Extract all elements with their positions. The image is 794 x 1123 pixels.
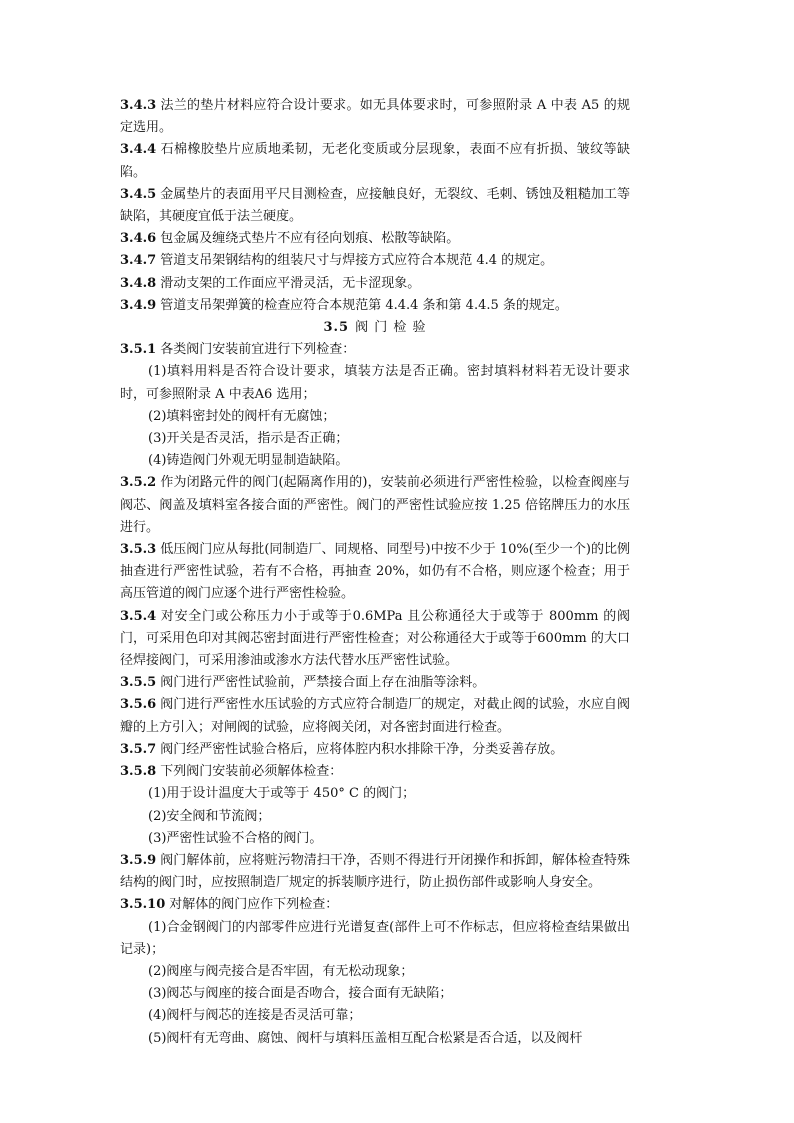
- list-item: (3)严密性试验不合格的阀门。: [148, 830, 323, 846]
- clause-text: 阀门解体前，应将赃污物清扫干净，否则不得进行开闭操作和拆卸，解体检查特殊结构的阀门时，应按照制造厂规定的拆装顺序进行，防止损伤部件或影响人身安全。: [120, 852, 630, 891]
- clause-text: 石棉橡胶垫片应质地柔韧，无老化变质或分层现象，表面不应有折损、皱纹等缺陷。: [120, 142, 630, 180]
- clause-text: 对解体的阀门应作下列检查：: [169, 897, 339, 913]
- clause-text: 对安全门或公称压力小于或等于0.6MPa 且公称通径大于或等于 800mm 的阀门，可采用色印对其阀芯密封面进行严密性检查；对公称通径大于或等于600mm 的大口径焊接阀门，可采用渗油或渗水方法代替水压严密性试验。: [120, 608, 630, 669]
- clause-text: 管道支吊架钢结构的组装尺寸与焊接方式应符合本规范 4.4 的规定。: [160, 253, 554, 269]
- clause-3-5-2: [120, 472, 630, 539]
- clause-number: 3.5.9: [120, 852, 157, 868]
- clause-number: 3.4.3: [120, 98, 157, 113]
- clause-3-5-5: [120, 672, 630, 694]
- clause-3-4-7: [120, 250, 630, 272]
- clause-number: 3.4.5: [120, 186, 157, 202]
- clause-3-5-7: [120, 739, 630, 761]
- list-item: (2)安全阀和节流阀；: [148, 808, 271, 824]
- section-number: 3.5: [323, 320, 350, 336]
- clause-number: 3.5.3: [120, 542, 157, 558]
- clause-text: 法兰的垫片材料应符合设计要求。如无具体要求时，可参照附录 A 中表 A5 的规定选用。: [120, 98, 630, 136]
- clause-text: 包金属及缠绕式垫片不应有径向划痕、松散等缺陷。: [160, 231, 460, 247]
- section-heading: [120, 317, 630, 339]
- clause-3-4-3: [120, 95, 630, 139]
- list-item: (3)开关是否灵活，指示是否正确；: [148, 431, 349, 447]
- clause-3-4-6: [120, 228, 630, 250]
- clause-text: 下列阀门安装前必须解体检查：: [160, 764, 343, 780]
- clause-number: 3.4.9: [120, 297, 157, 313]
- list-item: (2)阀座与阀壳接合是否牢固，有无松动现象；: [148, 963, 414, 979]
- clause-text: 阀门进行严密性水压试验的方式应符合制造厂的规定，对截止阀的试验，水应自阀瓣的上方引入；对闸阀的试验，应将阀关闭，对各密封面进行检查。: [120, 697, 630, 735]
- clause-3-5-1: [120, 339, 630, 361]
- clause-text: 低压阀门应从每批(同制造厂、同规格、同型号)中按不少于 10%(至少一个)的比例抽查进行严密性试验，若有不合格，再抽查 20%，如仍有不合格，则应逐个检查；用于高压管道的阀门应逐个进行严密性检验。: [120, 542, 630, 602]
- clause-number: 3.5.6: [120, 697, 157, 713]
- list-item: (4)阀杆与阀芯的连接是否灵活可靠；: [148, 1008, 362, 1024]
- clause-number: 3.5.2: [120, 475, 157, 491]
- clause-text: 各类阀门安装前宜进行下列检查：: [160, 342, 356, 358]
- clause-number: 3.5.8: [120, 764, 157, 780]
- clause-number: 3.4.4: [120, 142, 157, 158]
- clause-3-4-5: [120, 184, 630, 228]
- clause-3-5-4: [120, 606, 630, 673]
- clause-text: 阀门经严密性试验合格后，应将体腔内积水排除干净，分类妥善存放。: [160, 741, 564, 757]
- clause-3-5-8: [120, 761, 630, 783]
- clause-3-5-6: [120, 694, 630, 738]
- list-item: (2)填料密封处的阀杆有无腐蚀；: [148, 408, 336, 424]
- clause-text: 滑动支架的工作面应平滑灵活，无卡涩现象。: [160, 275, 421, 291]
- clause-number: 3.4.8: [120, 275, 157, 291]
- list-item: (5)阀杆有无弯曲、腐蚀、阀杆与填料压盖相互配合松紧是否合适，以及阀杆: [148, 1030, 583, 1046]
- clause-number: 3.5.5: [120, 675, 157, 691]
- clause-number: 3.5.4: [120, 608, 157, 624]
- section-title: 阀 门 检 验: [355, 320, 427, 336]
- clause-text: 金属垫片的表面用平尺目测检查，应接触良好，无裂纹、毛刺、锈蚀及粗糙加工等缺陷，其硬度宜低于法兰硬度。: [120, 186, 630, 225]
- list-item: (3)阀芯与阀座的接合面是否吻合，接合面有无缺陷；: [148, 986, 453, 1002]
- clause-number: 3.5.7: [120, 741, 157, 757]
- clause-3-4-8: [120, 273, 630, 295]
- clause-text: 管道支吊架弹簧的检查应符合本规范第 4.4.4 条和第 4.4.5 条的规定。: [160, 297, 568, 313]
- list-item: (1)用于设计温度大于或等于 450° C 的阀门；: [148, 786, 416, 802]
- clause-text: 阀门进行严密性试验前，严禁接合面上存在油脂等涂料。: [160, 675, 486, 691]
- clause-number: 3.4.7: [120, 253, 157, 269]
- clause-number: 3.4.6: [120, 231, 157, 247]
- clause-number: 3.5.10: [120, 897, 166, 913]
- list-item: (1)填料用料是否符合设计要求，填装方法是否正确。密封填料材料若无设计要求时，可参照附录 A 中表A6 选用；: [120, 364, 630, 402]
- clause-number: 3.5.1: [120, 342, 157, 358]
- clause-3-5-9: [120, 850, 630, 894]
- clause-3-5-10: [120, 894, 630, 916]
- document-page: [120, 95, 630, 1050]
- clause-3-4-4: [120, 139, 630, 183]
- clause-text: 作为闭路元件的阀门(起隔离作用的)，安装前必须进行严密性检验，以检查阀座与阀芯、阀盖及填料室各接合面的严密性。阀门的严密性试验应按 1.25 倍铭牌压力的水压进行。: [120, 475, 630, 535]
- list-item: (4)铸造阀门外观无明显制造缺陷。: [148, 453, 349, 469]
- list-item: (1)合金钢阀门的内部零件应进行光谱复查(部件上可不作标志，但应将检查结果做出记录)；: [120, 919, 630, 957]
- clause-3-4-9: [120, 295, 630, 317]
- clause-3-5-3: [120, 539, 630, 606]
